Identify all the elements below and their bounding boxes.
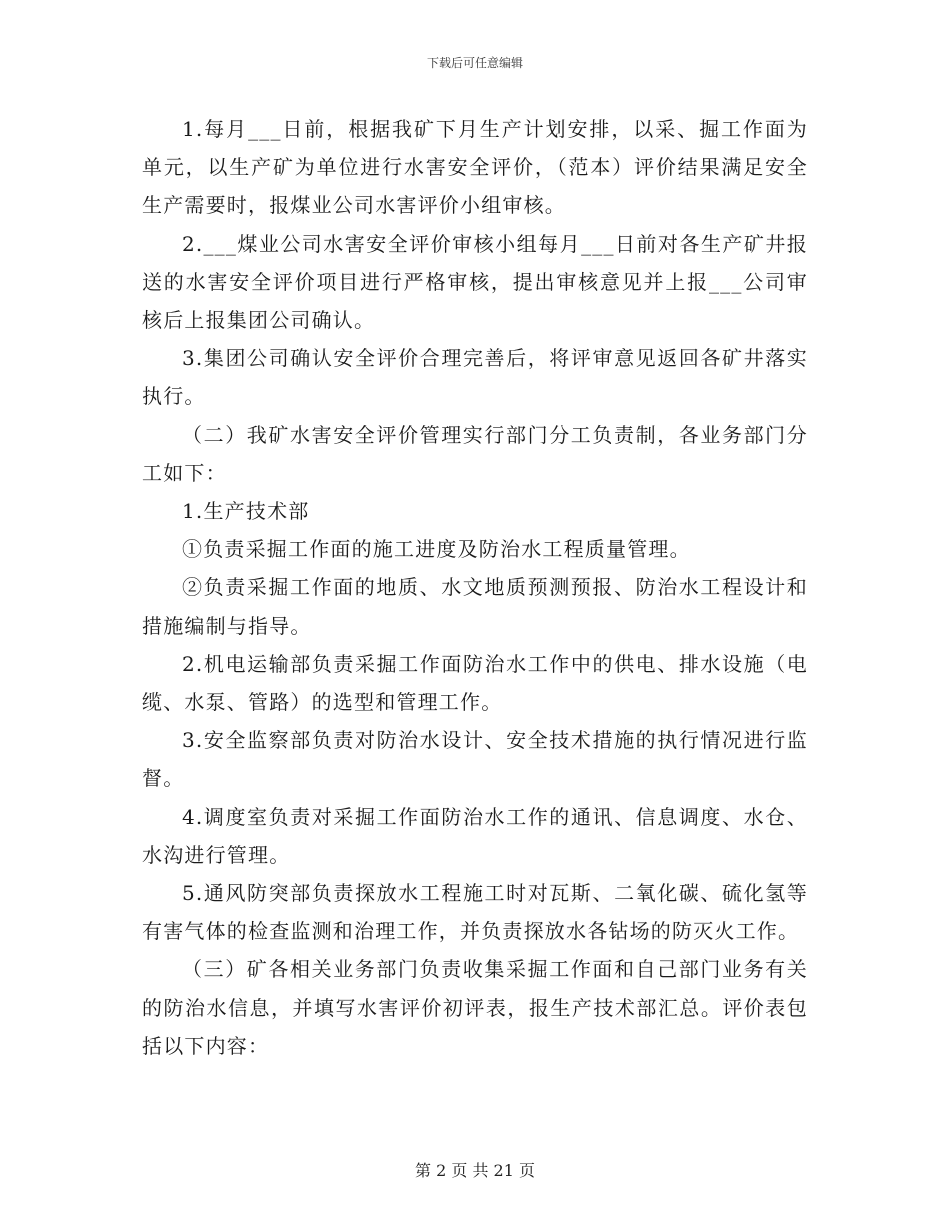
paragraph-1: 1.每月___日前，根据我矿下月生产计划安排，以采、掘工作面为单元，以生产矿为单位进行水害安全评价，（范本）评价结果满足安全生产需要时，报煤业公司水害评价小组审核。 (142, 117, 808, 218)
paragraph-3: 3.集团公司确认安全评价合理完善后，将评审意见返回各矿井落实执行。 (142, 346, 808, 409)
paragraph-6: ①负责采掘工作面的施工进度及防治水工程质量管理。 (182, 537, 691, 562)
paragraph-11: 5.通风防突部负责探放水工程施工时对瓦斯、二氧化碳、硫化氢等有害气体的检查监测和治理工作，并负责探放水各钻场的防灭火工作。 (142, 881, 808, 944)
paragraph-2: 2.___煤业公司水害安全评价审核小组每月___日前对各生产矿井报送的水害安全评价项目进行严格审核，提出审核意见并上报___公司审核后上报集团公司确认。 (142, 231, 808, 333)
paragraph-7: ②负责采掘工作面的地质、水文地质预测预报、防治水工程设计和措施编制与指导。 (142, 575, 808, 638)
paragraph-8: 2.机电运输部负责采掘工作面防治水工作中的供电、排水设施（电缆、水泵、管路）的选型和管理工作。 (142, 651, 808, 715)
paragraph-9: 3.安全监察部负责对防治水设计、安全技术措施的执行情况进行监督。 (142, 728, 808, 791)
page-footer: 第 2 页 共 21 页 (415, 1161, 535, 1180)
paragraph-5: 1.生产技术部 (182, 499, 310, 524)
paragraph-12: （三）矿各相关业务部门负责收集采掘工作面和自己部门业务有关的防治水信息，并填写水害评价初评表，报生产技术部汇总。评价表包括以下内容： (142, 957, 808, 1058)
page-header: 下载后可任意编辑 (426, 56, 523, 70)
paragraph-10: 4.调度室负责对采掘工作面防治水工作的通讯、信息调度、水仓、水沟进行管理。 (142, 804, 808, 867)
paragraph-4: （二）我矿水害安全评价管理实行部门分工负责制，各业务部门分工如下： (142, 422, 808, 485)
document-body (142, 110, 808, 1065)
